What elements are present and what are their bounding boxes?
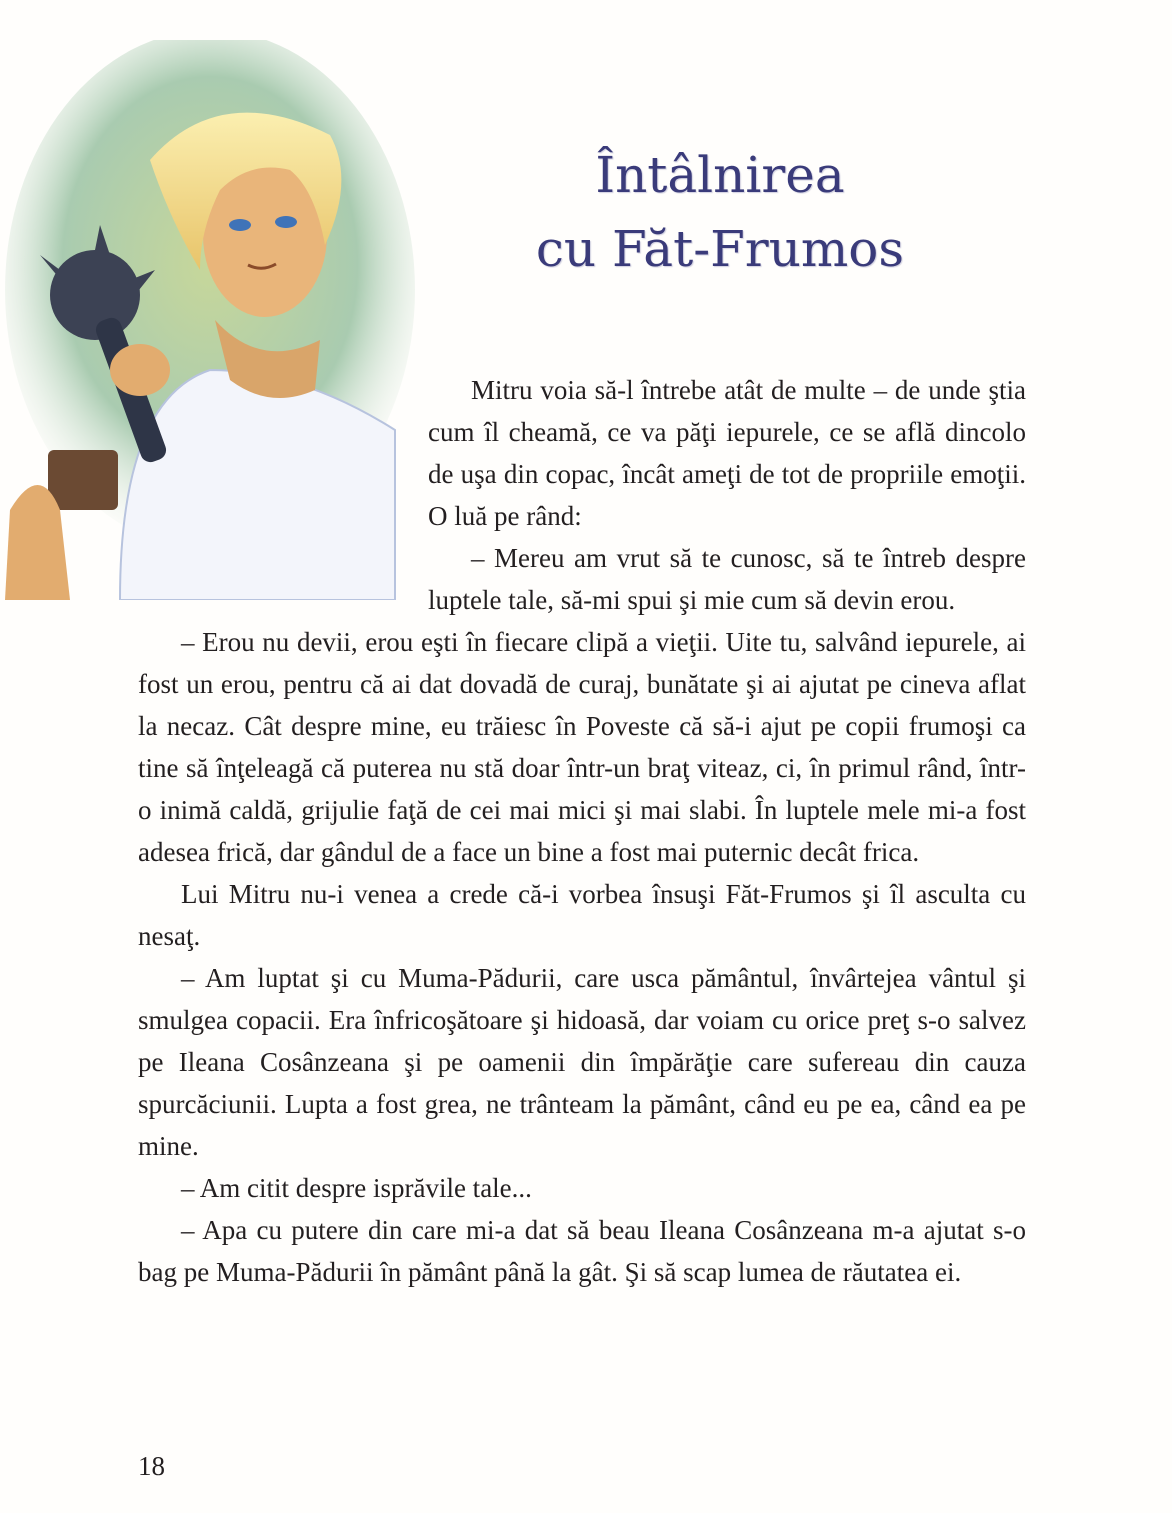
paragraph: – Erou nu devii, erou eşti în fiecare clipă a vieţii. Uite tu, salvând iepurele, ai fost un erou, pentru că ai dat dovadă de curaj, bunătate şi ai ajutat pe cineva aflat la necaz. Cât despre mine, eu trăiesc în Poveste că să-i ajut pe copii frumoşi ca tine să înţeleagă că puterea nu stă doar într-un braţ viteaz, ci, în primul rând, într-o inimă caldă, grijulie faţă de cei mai mici şi mai slabi. În luptele mele mi-a fost adesea frică, dar gândul de a face un bine a fost mai puternic decât frica. xyxy=(138,627,1026,867)
paragraph: – Apa cu putere din care mi-a dat să beau Ileana Cosânzeana m-a ajutat s-o bag pe Muma-Pădurii în pământ până la gât. Şi să scap lumea de răutatea ei. xyxy=(138,1215,1026,1287)
paragraph: Lui Mitru nu-i venea a crede că-i vorbea însuşi Făt-Frumos şi îl asculta cu nesaţ. xyxy=(138,879,1026,951)
page-number: 18 xyxy=(138,1451,165,1481)
paragraph: Mitru voia să-l întrebe atât de multe – de unde ştia cum îl cheamă, ce va păţi iepurele, ce se află dincolo de uşa din copac, încât ameţi de tot de propriile emoţii. O luă pe rând: xyxy=(428,375,1026,531)
paragraph: – Mereu am vrut să te cunosc, să te întreb despre luptele tale, să-mi spui şi mie cum să devin erou. xyxy=(428,543,1026,615)
title-line-1: Întâlnirea xyxy=(595,146,845,204)
story-text xyxy=(138,369,1026,1293)
paragraph: – Am citit despre isprăvile tale... xyxy=(181,1173,532,1203)
title-line-2: cu Făt-Frumos xyxy=(535,220,905,278)
page-title xyxy=(500,138,940,286)
paragraph: – Am luptat şi cu Muma-Pădurii, care usca pământul, învârtejea vântul şi smulgea copacii. Era înfricoşătoare şi hidoasă, dar voiam cu orice preţ s-o salvez pe Ileana Cosânzeana şi pe oamenii din împărăţie care sufereau din cauza spurcăciunii. Lupta a fost grea, ne trânteam la pământ, când eu pe ea, când ea pe mine. xyxy=(138,963,1026,1161)
